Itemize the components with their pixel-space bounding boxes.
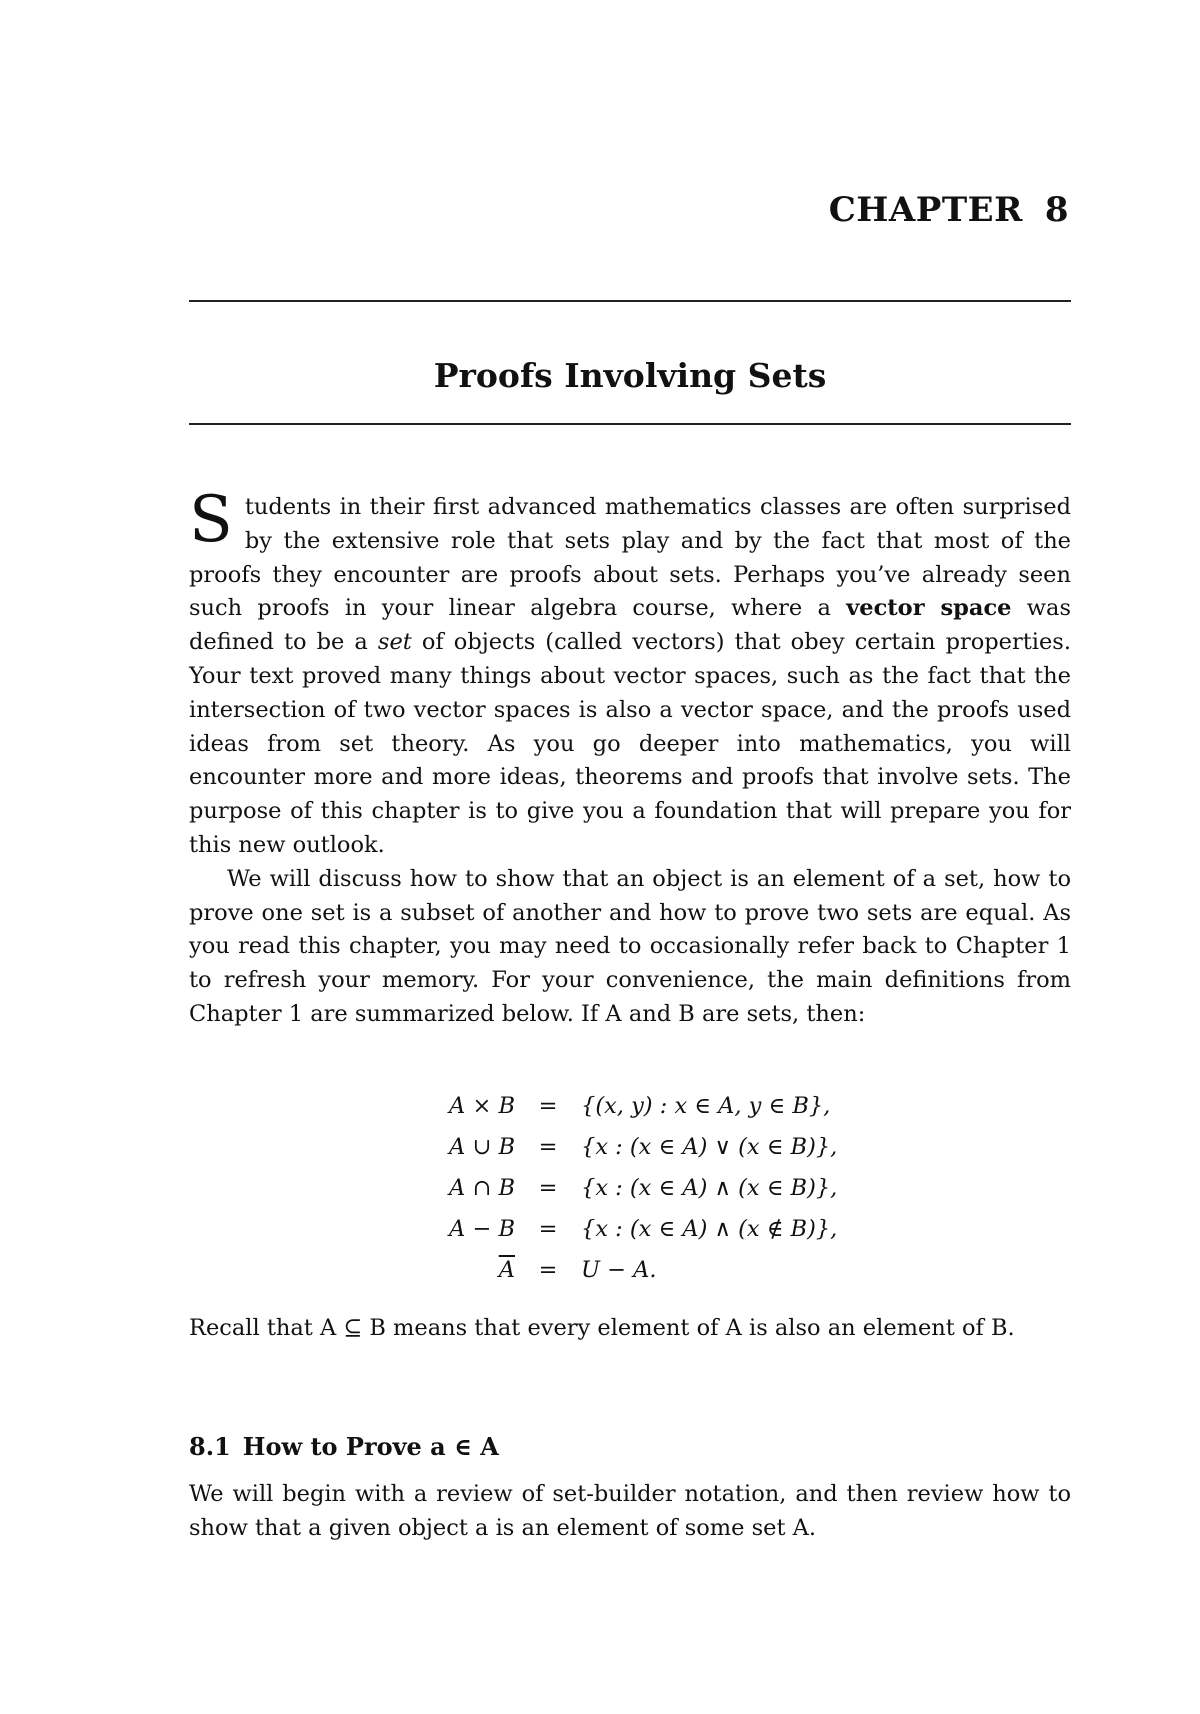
equation-sign: =: [538, 1216, 558, 1242]
equation-row: [189, 1086, 1071, 1127]
equation-row: [189, 1168, 1071, 1209]
set-definitions: [189, 1086, 1071, 1291]
equation-sign: =: [538, 1134, 558, 1160]
chapter-label: [829, 190, 1069, 230]
intro-paragraph-1: Students in their first advanced mathematics classes are often surprised by the extensive role that sets play and by the fact that most of the proofs they encounter are proofs about sets. Perhaps you’ve already seen such proofs in your linear algebra course, where a vector space was defined to be a set of objects (called vectors) that obey certain properties. Your text proved many things about vector spaces, such as the fact that the intersection of two vector spaces is also a vector space, and the proofs used ideas from set theory. As you go deeper into mathematics, you will encounter more and more ideas, theorems and proofs that involve sets. The purpose of this chapter is to give you a foundation that will prepare you for this new outlook.: [189, 483, 1072, 858]
equation-row: [189, 1127, 1071, 1168]
drop-cap: S: [189, 483, 233, 557]
chapter-title: Proofs Involving Sets: [433, 356, 827, 395]
equation-lhs: A × B: [449, 1093, 515, 1119]
equation-rhs: {x : (x ∈ A) ∧ (x ∉ B)},: [581, 1216, 838, 1242]
equation-lhs: A − B: [449, 1216, 515, 1242]
intro-text: [189, 483, 1072, 1032]
equation-rhs: U − A.: [581, 1257, 657, 1283]
section-paragraph: We will begin with a review of set-builder notation, and then review how to show that a given object a is an element of some set A.: [189, 1481, 1071, 1541]
equation-row: [189, 1250, 1071, 1291]
chapter-number: 8: [1044, 190, 1069, 230]
equation-rhs: {x : (x ∈ A) ∧ (x ∈ B)},: [581, 1175, 838, 1201]
equation-lhs-complement: $\overline{A}$: [498, 1257, 515, 1283]
chapter-word: CHAPTER: [828, 190, 1023, 230]
equation-sign: =: [538, 1175, 558, 1201]
term-set: set: [377, 629, 412, 656]
equation-rhs: {x : (x ∈ A) ∨ (x ∈ B)},: [581, 1134, 838, 1160]
section-heading: [189, 1432, 499, 1461]
term-vector-space: vector space: [846, 595, 1012, 622]
equation-sign: =: [538, 1257, 558, 1283]
equation-lhs: A ∪ B: [449, 1134, 515, 1160]
title-rule-top: [189, 300, 1071, 302]
title-rule-bottom: [189, 423, 1071, 425]
section-title: How to Prove a ∈ A: [242, 1432, 499, 1461]
intro-paragraph-2: We will discuss how to show that an object is an element of a set, how to prove one set is a subset of another and how to prove two sets are equal. As you read this chapter, you may need to occasionally refer back to Chapter 1 to refresh your memory. For your convenience, the main definitions from Chapter 1 are summarized below. If A and B are sets, then:: [189, 865, 1071, 1027]
section-number: 8.1: [189, 1432, 231, 1461]
equation-sign: =: [538, 1093, 558, 1119]
equation-lhs: A ∩ B: [449, 1175, 515, 1201]
equation-rhs: {(x, y) : x ∈ A, y ∈ B},: [581, 1093, 831, 1119]
recall-sentence: Recall that A ⊆ B means that every element of A is also an element of B.: [189, 1315, 1015, 1341]
equation-row: [189, 1209, 1071, 1250]
